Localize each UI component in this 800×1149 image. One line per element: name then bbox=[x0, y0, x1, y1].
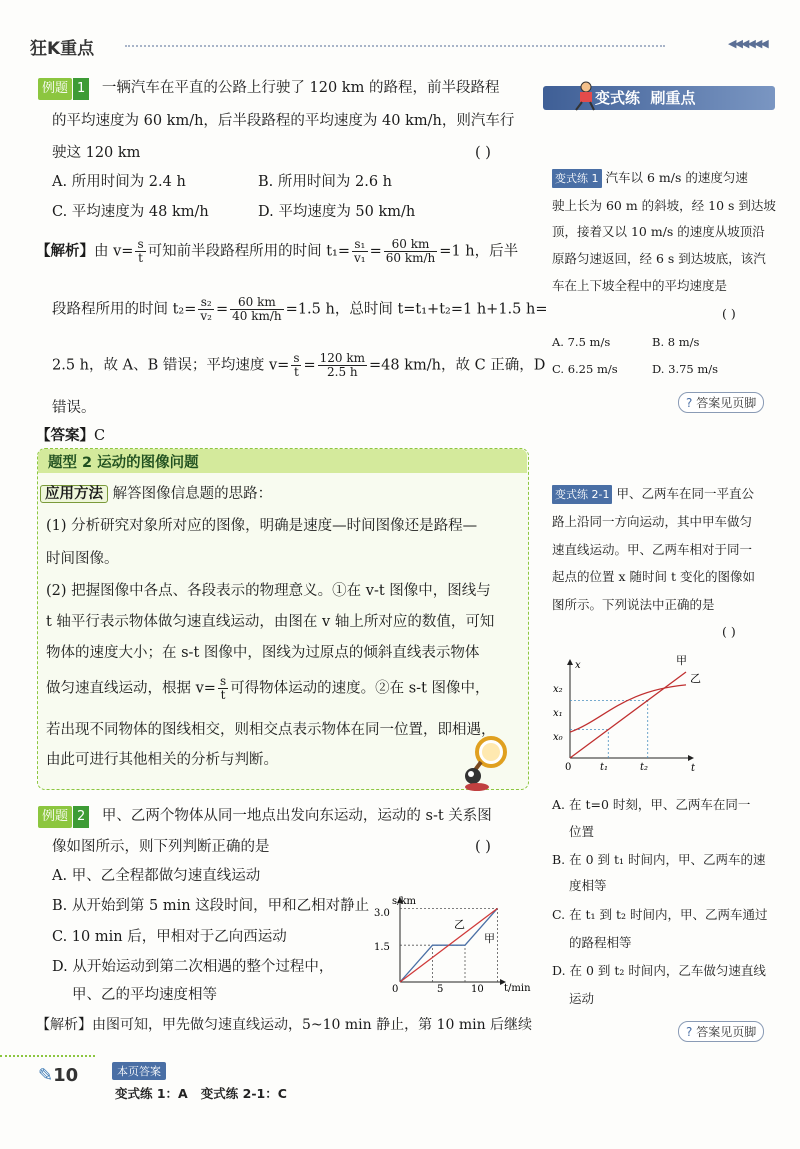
method-label: 应用方法 bbox=[40, 485, 108, 503]
option-b-line1: B. 在 0 到 t₁ 时间内，甲、乙两车的速 bbox=[552, 852, 766, 867]
example-1-line1 bbox=[38, 78, 499, 100]
variant-1-line1: 变式练 1 汽车以 6 m/s 的速度匀速 bbox=[552, 168, 748, 188]
solution-text: =48 km/h，故 C 正确，D bbox=[369, 357, 546, 374]
y-tick-label: 3.0 bbox=[374, 908, 390, 919]
answer-label: 【答案】 bbox=[36, 427, 94, 444]
option-a-line2: 位置 bbox=[569, 824, 595, 839]
method-p2d: 做匀速直线运动，根据 v= $\frac{s}{t}$ 可得物体运动的速度。②在 s-t 图像中， bbox=[46, 674, 490, 702]
variant-1-line4: 原路匀速返回，经 6 s 到达坡底，该汽 bbox=[552, 251, 766, 266]
solution-line2: 段路程所用的时间 t₂= $\frac{\text{s₂}}{\text{v₂}}$ = $\frac{60 km}{40 km/h}$ =1.5 h，总时间 t=t₁+t₂=1 h+1.5 h= bbox=[52, 295, 548, 323]
solution-text: =1.5 h，总时间 t=t₁+t₂=1 h+1.5 h= bbox=[285, 301, 548, 318]
option-d-line1: D. 在 0 到 t₂ 时间内，乙车做匀速直线 bbox=[552, 963, 766, 978]
y-tick-label: x₀ bbox=[553, 732, 563, 743]
answer-see-footer-button[interactable]: ? 答案见页脚 bbox=[678, 1021, 764, 1042]
banner-title: 变式练 刷重点 bbox=[595, 89, 696, 107]
answer-paren: ( ) bbox=[722, 624, 736, 639]
header-dotted-line bbox=[125, 45, 665, 47]
series-label-jia: 甲 bbox=[676, 654, 687, 667]
option-d: D. 3.75 m/s bbox=[652, 362, 719, 376]
answer-paren: ( ) bbox=[722, 306, 736, 321]
fraction-s-t: $\frac{s}{t}$ bbox=[137, 237, 144, 265]
fraction-60km: $\frac{60 km}{60 km/h}$ bbox=[385, 237, 436, 265]
option-b-line2: 度相等 bbox=[569, 878, 607, 893]
y-axis-label: s/km bbox=[392, 896, 417, 907]
option-b: B. 从开始到第 5 min 这段时间，甲和乙相对静止 bbox=[52, 898, 370, 914]
x-tick-label: t₁ bbox=[600, 762, 609, 773]
solution-text: 由 v= bbox=[94, 243, 134, 260]
xt-graph bbox=[548, 650, 708, 775]
solution-text: 段路程所用的时间 t₂= bbox=[52, 301, 197, 318]
hint-icon: ? bbox=[686, 1025, 693, 1039]
variant-2-line2: 路上沿同一方向运动，其中甲车做匀 bbox=[552, 514, 753, 529]
variant-1-line5: 车在上下坡全程中的平均速度是 bbox=[552, 278, 728, 293]
origin-label: 0 bbox=[565, 762, 572, 773]
fraction-120km: $\frac{120 km}{2.5 h}$ bbox=[319, 351, 366, 379]
option-a: A. 甲、乙全程都做匀速直线运动 bbox=[52, 868, 261, 884]
series-label-jia: 甲 bbox=[484, 932, 495, 945]
variant-tag: 变式练 1 bbox=[552, 169, 602, 188]
series-label-yi: 乙 bbox=[454, 918, 465, 931]
y-tick-label: x₁ bbox=[553, 708, 563, 719]
question-text: 甲、乙两个物体从同一地点出发向东运动，运动的 s-t 关系图 bbox=[101, 808, 492, 824]
option-d: D. 平均速度为 50 km/h bbox=[258, 204, 416, 220]
solution-line4: 错误。 bbox=[52, 400, 96, 416]
runner-icon bbox=[566, 80, 600, 112]
y-tick-label: x₂ bbox=[553, 684, 563, 695]
option-a: A. 所用时间为 2.4 h bbox=[52, 174, 186, 190]
solution-line: 【解析】由图可知，甲先做匀速直线运动，5~10 min 静止，第 10 min 后继续 bbox=[36, 1017, 533, 1033]
fraction-s-t: $\frac{s}{t}$ bbox=[293, 351, 300, 379]
method-intro-line bbox=[40, 484, 272, 504]
solution-text: 2.5 h，故 A、B 错误；平均速度 v= bbox=[52, 357, 290, 374]
series-label-yi: 乙 bbox=[690, 672, 701, 685]
series-line-yi bbox=[570, 685, 686, 732]
origin-label: 0 bbox=[392, 984, 399, 995]
method-p2c: 物体的速度大小；在 s-t 图像中，图线为过原点的倾斜直线表示物体 bbox=[46, 645, 480, 661]
variant-2-line5: 图所示。下列说法中正确的是 bbox=[552, 597, 715, 612]
footer-dotted-line bbox=[0, 1055, 95, 1057]
option-a: A. 7.5 m/s bbox=[552, 335, 611, 349]
fraction-s1-v1: $\frac{\text{s₁}}{\text{v₁}}$ bbox=[354, 237, 366, 265]
answer-paren: ( ) bbox=[475, 839, 491, 855]
solution-text: 可知前半段路程所用的时间 t₁= bbox=[147, 243, 351, 260]
example-2-line1 bbox=[38, 806, 492, 828]
example-2-line2: 像如图所示，则下列判断正确的是 bbox=[52, 839, 270, 855]
variant-tag: 变式练 2-1 bbox=[552, 485, 612, 504]
method-p2a: (2) 把握图像中各点、各段表示的物理意义。①在 v-t 图像中，图线与 bbox=[46, 583, 491, 599]
example-number: 2 bbox=[73, 806, 89, 828]
header-logo bbox=[30, 34, 94, 59]
x-tick-label: 10 bbox=[471, 984, 484, 995]
solution-text: =1 h，后半 bbox=[439, 243, 519, 260]
page-answers-label: 本页答案 bbox=[112, 1062, 166, 1080]
x-tick-label: t₂ bbox=[640, 762, 649, 773]
x-axis-label: t/min bbox=[504, 983, 531, 994]
option-a-line1: A. 在 t=0 时刻，甲、乙两车在同一 bbox=[552, 797, 751, 812]
st-graph bbox=[370, 892, 535, 997]
option-b: B. 8 m/s bbox=[652, 335, 700, 349]
example-1-line3: 驶这 120 km bbox=[52, 145, 141, 161]
fraction-s2-v2: $\frac{\text{s₂}}{\text{v₂}}$ bbox=[200, 295, 212, 323]
x-axis-label: t bbox=[691, 763, 696, 774]
solution-line3: 2.5 h，故 A、B 错误；平均速度 v= $\frac{s}{t}$ = $\frac{120 km}{2.5 h}$ =48 km/h，故 C 正确，D bbox=[52, 351, 546, 379]
example-1-line2: 的平均速度为 60 km/h，后半段路程的平均速度为 40 km/h，则汽车行 bbox=[52, 113, 515, 129]
variant-1-line3: 顶，接着又以 10 m/s 的速度从坡顶沿 bbox=[552, 224, 765, 239]
variant-2-line1: 变式练 2-1 甲、乙两车在同一平直公 bbox=[552, 484, 754, 504]
x-tick-label: 5 bbox=[437, 984, 444, 995]
variant-2-line3: 速直线运动。甲、乙两车相对于同一 bbox=[552, 542, 753, 557]
solution-label: 【解析】 bbox=[36, 242, 94, 260]
header-arrows: ◀◀◀◀◀◀ bbox=[728, 37, 767, 50]
method-p2b: t 轴平行表示物体做匀速直线运动，由图在 v 轴上所对应的数值，可知 bbox=[46, 614, 495, 630]
method-p1b: 时间图像。 bbox=[46, 551, 119, 567]
option-c: C. 平均速度为 48 km/h bbox=[52, 204, 209, 220]
option-d-line2: 甲、乙的平均速度相等 bbox=[72, 987, 217, 1003]
magnifier-mascot-icon bbox=[455, 732, 515, 792]
answer-line bbox=[36, 426, 105, 446]
answer-see-footer-button[interactable]: ? 答案见页脚 bbox=[678, 392, 764, 413]
solution-line1: 【解析】由 v= $\frac{s}{t}$ 可知前半段路程所用的时间 t₁= $\frac{\text{s₁}}{\text{v₁}}$ = $\frac{60 km}{60 km/h}$ =1 h，后半 bbox=[36, 237, 519, 265]
y-axis-label: x bbox=[575, 660, 581, 671]
option-c-line1: C. 在 t₁ 到 t₂ 时间内，甲、乙两车通过 bbox=[552, 907, 768, 922]
fraction-s-t: $\frac{s}{t}$ bbox=[219, 674, 227, 702]
option-d-line1: D. 从开始运动到第二次相遇的整个过程中， bbox=[52, 959, 334, 975]
answer-paren: ( ) bbox=[475, 145, 491, 161]
option-c: C. 6.25 m/s bbox=[552, 362, 618, 376]
answer-value: C bbox=[94, 428, 106, 444]
page-number: ✎10 bbox=[38, 1065, 79, 1086]
method-p2f: 由此可进行其他相关的分析与判断。 bbox=[46, 752, 278, 768]
option-b: B. 所用时间为 2.6 h bbox=[258, 174, 392, 190]
option-c: C. 10 min 后，甲相对于乙向西运动 bbox=[52, 929, 287, 945]
pen-icon: ✎ bbox=[38, 1065, 54, 1086]
series-line-jia bbox=[570, 672, 686, 758]
option-d-line2: 运动 bbox=[569, 991, 595, 1006]
example-tag: 例题 bbox=[38, 78, 72, 100]
variant-1-line2: 驶上长为 60 m 的斜坡，经 10 s 到达坡 bbox=[552, 198, 776, 213]
hint-icon: ? bbox=[686, 396, 693, 410]
section-title: 题型 2 运动的图像问题 bbox=[48, 455, 199, 471]
series-line-yi bbox=[400, 908, 498, 982]
logo-text: 狂K重点 bbox=[30, 39, 95, 59]
option-c-line2: 的路程相等 bbox=[569, 935, 632, 950]
y-tick-label: 1.5 bbox=[374, 942, 390, 953]
method-p1a: (1) 分析研究对象所对应的图像，明确是速度—时间图像还是路程— bbox=[46, 518, 478, 534]
method-intro: 解答图像信息题的思路： bbox=[112, 486, 273, 502]
variant-2-line4: 起点的位置 x 随时间 t 变化的图像如 bbox=[552, 569, 755, 584]
fraction-60km-40: $\frac{60 km}{40 km/h}$ bbox=[232, 295, 282, 323]
method-p2e: 若出现不同物体的图线相交，则相交点表示物体在同一位置，即相遇， bbox=[46, 722, 496, 738]
question-text: 一辆汽车在平直的公路上行驶了 120 km 的路程，前半段路程 bbox=[101, 80, 500, 96]
page-answers: 变式练 1：A 变式练 2-1：C bbox=[115, 1086, 287, 1101]
example-tag: 例题 bbox=[38, 806, 72, 828]
example-number: 1 bbox=[73, 78, 89, 100]
